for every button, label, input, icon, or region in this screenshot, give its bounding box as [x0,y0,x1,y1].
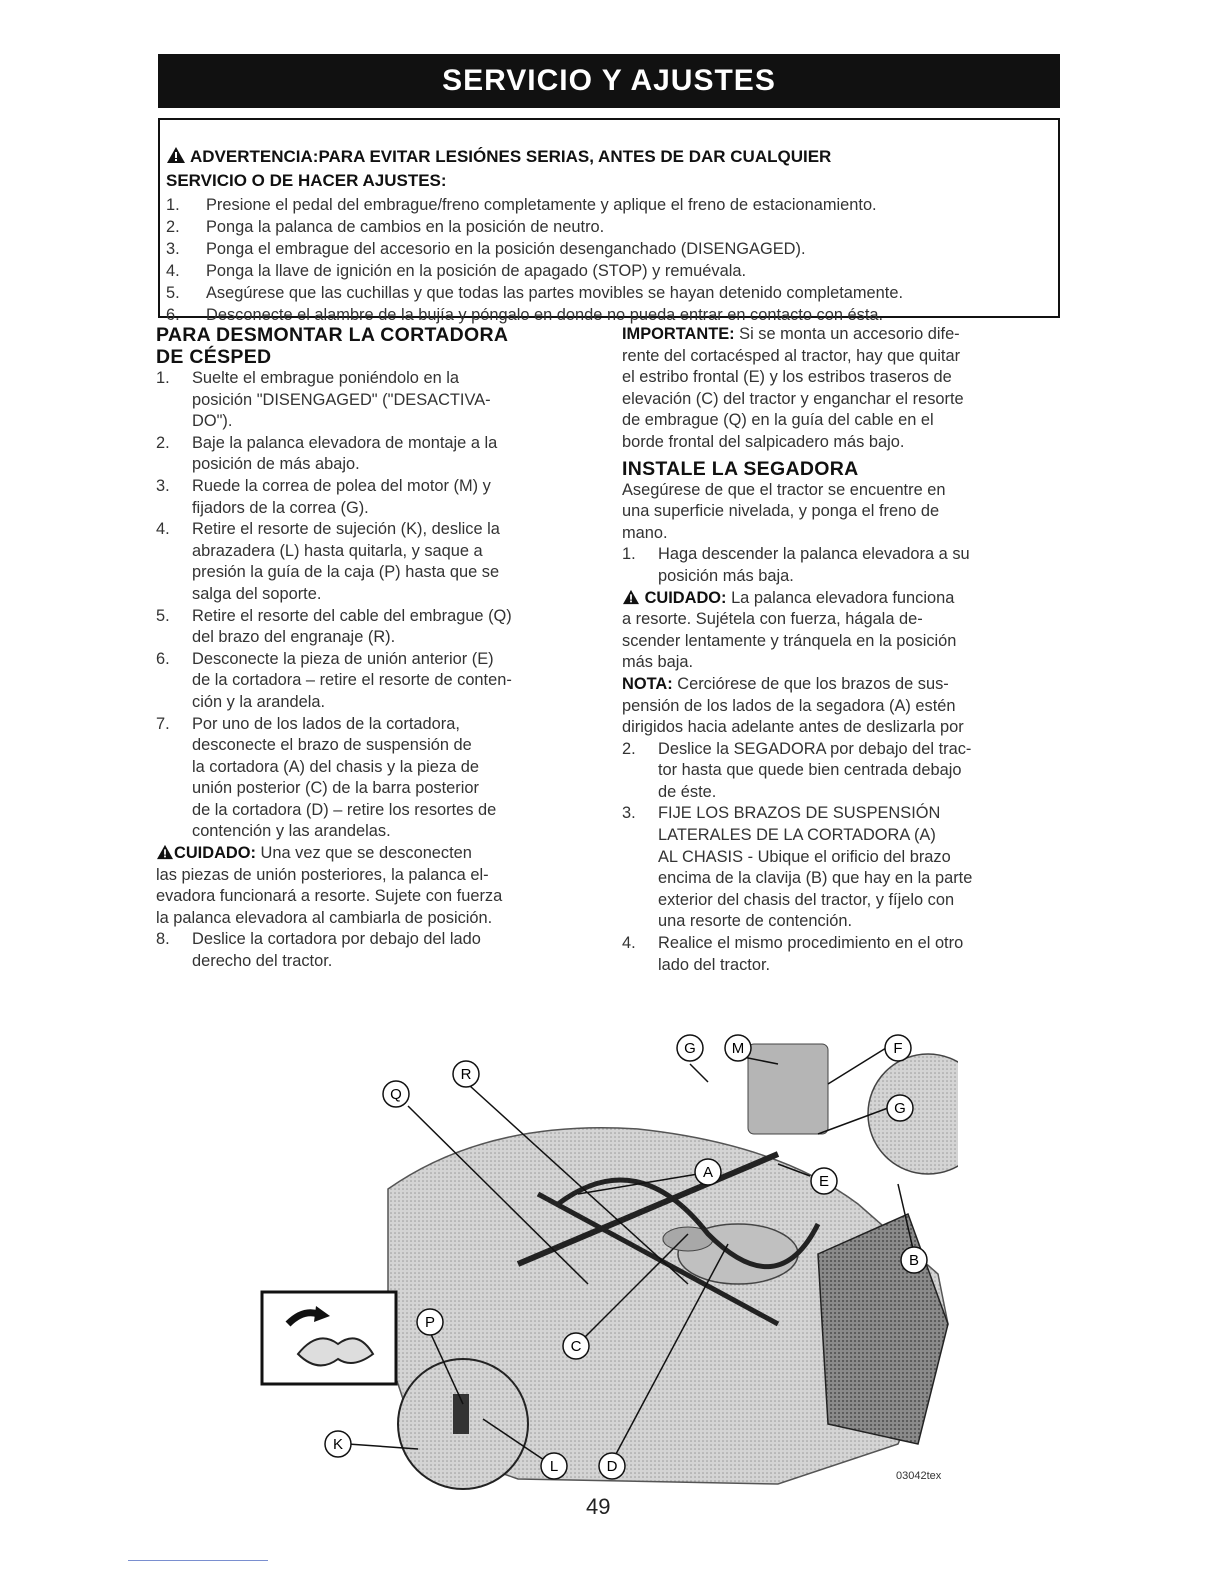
svg-text:P: P [424,1314,436,1331]
caution-icon [156,844,174,862]
step-line: Haga descender la palanca elevadora a su [658,545,970,564]
mower-deck-illustration [258,1024,958,1494]
svg-text:C: C [570,1338,582,1355]
step-line: Retire el resorte de sujeción (K), deslice la [192,520,500,539]
step-text [658,544,1062,587]
step-item [156,433,596,476]
figure-code: 03042tex [896,1470,942,1482]
install-line: mano. [622,523,668,542]
important-line: elevación (C) del tractor y enganchar el resorte [622,389,964,408]
step-line: de la cortadora – retire el resorte de conten- [192,671,512,690]
step-item [156,649,596,714]
desmontar-steps [156,368,596,843]
step-item [156,606,596,649]
svg-text:L: L [549,1458,559,1475]
wing-nut-icon [298,1338,373,1365]
warning-box [158,118,1060,324]
step-item [156,368,596,433]
page-number: 49 [586,1494,611,1519]
nota-line: dirigidos hacia adelante antes de deslizarla por [622,718,964,737]
callout-g-1 [677,1035,703,1061]
caution-line: a resorte. Sujétela con fuerza, hágala de- [622,610,923,629]
section-heading-desmontar [156,324,596,368]
svg-text:A: A [702,1164,714,1181]
step-line: exterior del chasis del tractor, y fíjelo con [658,890,955,909]
step-number: 3. [156,476,170,495]
step-text [192,368,596,433]
important-line: Si se monta un accesorio dife- [734,325,960,343]
callout-a [695,1159,721,1185]
section-heading-instale: INSTALE LA SEGADORA [622,457,859,480]
page-title-banner [158,54,1060,108]
list-item [166,282,1046,304]
step-text [192,606,596,649]
svg-text:D: D [606,1458,618,1475]
heading-line: PARA DESMONTAR LA CORTADORA [156,324,509,346]
svg-text:F: F [893,1040,903,1057]
callout-b [901,1247,927,1273]
step-number: 2. [156,433,170,452]
important-line: de embrague (Q) en la guía del cable en el [622,411,934,430]
step-item [622,739,1062,804]
step-line: contención y las arandelas. [192,822,391,841]
step-number: 7. [156,714,170,733]
step-number: 5. [156,606,170,625]
warning-icon [166,146,186,170]
step-line: posición "DISENGAGED" ("DESACTIVA- [192,390,491,409]
important-line: el estribo frontal (E) y los estribos traseros de [622,368,952,387]
step-line: ción y la arandela. [192,692,326,711]
step-text [192,433,596,476]
step-text [192,929,596,972]
step-number: 3. [622,804,636,823]
step-item [622,803,1062,933]
step-line: fijadors de la correa (G). [192,498,369,517]
item-text: Desconecte el alambre de la bujía y póngalo en donde no pueda entrar en contacto con ésta. [206,306,884,324]
step-number: 8. [156,930,170,949]
list-item [166,238,1046,260]
engine-pulley-bracket [748,1044,828,1134]
install-line: una superficie nivelada, y ponga el freno de [622,502,940,521]
step-line: presión la guía de la caja (P) hasta que se [192,563,500,582]
svg-text:B: B [908,1252,920,1269]
caution-icon [622,589,640,607]
step-line: salga del soporte. [192,584,322,603]
discharge-chute [818,1214,948,1444]
step-text [192,649,596,714]
warning-heading-line1: ADVERTENCIA:PARA EVITAR LESIÓNES SERIAS, ANTES DE DAR CUALQUIER [190,147,832,166]
tractor-wheel [868,1054,958,1174]
step-line: de la cortadora (D) – retire los resortes de [192,800,497,819]
caution-line: evadora funcionará a resorte. Sujete con fuerza [156,887,503,906]
item-text: Asegúrese que las cuchillas y que todas las partes movibles se hayan detenido completamente. [206,284,904,302]
step-line: Retire el resorte del cable del embrague (Q) [192,606,512,625]
step-text [658,803,1062,933]
item-text: Presione el pedal del embrague/freno completamente y aplique el freno de estacionamiento. [206,196,877,214]
step-line: la cortadora (A) del chasis y la pieza de [192,757,479,776]
svg-text:K: K [332,1436,344,1453]
svg-text:E: E [818,1173,830,1190]
callout-k [325,1431,351,1457]
callout-r [453,1061,479,1087]
step-line: derecho del tractor. [192,952,333,971]
item-number: 4. [166,262,180,280]
step-line: Por uno de los lados de la cortadora, [192,714,460,733]
step-line: Realice el mismo procedimiento en el otro [658,934,964,953]
step-item [156,714,596,844]
callout-f [885,1035,911,1061]
callout-m [725,1035,751,1061]
step-line: Ruede la correa de polea del motor (M) y [192,476,491,495]
callout-p [417,1309,443,1335]
callout-g-2 [887,1095,913,1121]
step-line: Deslice la cortadora por debajo del lado [192,930,481,949]
step-number: 1. [156,369,170,387]
footer-rule [128,1560,268,1561]
step-line: LATERALES DE LA CORTADORA (A) [658,826,936,845]
list-item [166,216,1046,238]
step-line: AL CHASIS - Ubique el orificio del brazo [658,847,951,866]
svg-text:R: R [460,1066,472,1083]
svg-text:G: G [894,1100,906,1117]
step-number: 2. [622,739,636,758]
step-line: DO"). [192,412,233,431]
step-line: unión posterior (C) de la barra posterior [192,779,479,798]
step-line: una resorte de contención. [658,912,853,931]
list-item [166,260,1046,282]
nota-label: NOTA: [622,674,673,693]
step-text [192,476,596,519]
step-item [156,519,596,605]
important-paragraph [622,324,1062,454]
inset-box [262,1292,396,1384]
item-number: 6. [166,306,180,324]
list-item [166,194,1046,216]
caution-paragraph-right [622,588,1062,674]
item-number: 1. [166,196,180,214]
caution-label: CUIDADO: [644,588,727,607]
caution-label: CUIDADO: [174,844,256,863]
right-column [622,324,1062,976]
install-intro [622,480,1062,545]
list-item [166,304,1046,326]
item-text: Ponga la llave de ignición en la posición de apagado (STOP) y remuévala. [206,262,747,280]
step-text [192,519,596,605]
nota-paragraph [622,674,1062,739]
callout-c [563,1333,589,1359]
caution-line: la palanca elevadora al cambiarla de posición. [156,908,493,927]
nota-line: Cerciórese de que los brazos de sus- [672,674,949,693]
caution-line: Una vez que se desconecten [255,844,472,863]
warning-list [166,194,1046,326]
step-line: abrazadera (L) hasta quitarla, y saque a [192,541,483,560]
svg-text:Q: Q [390,1086,402,1103]
warning-heading-line2: SERVICIO O DE HACER AJUSTES: [166,171,447,190]
instale-steps [622,739,1062,977]
item-number: 5. [166,284,180,302]
caution-paragraph [156,843,596,929]
step-line: Suelte el embrague poniéndolo en la [192,369,460,387]
step-line: tor hasta que quede bien centrada debajo [658,761,962,780]
step-item [622,933,1062,976]
important-line: rente del cortacésped al tractor, hay que quitar [622,346,961,365]
step-line: Baje la palanca elevadora de montaje a la [192,433,498,452]
item-number: 2. [166,218,180,236]
step-number: 6. [156,649,170,668]
callout-l [541,1453,567,1479]
step-line: Desconecte la pieza de unión anterior (E) [192,649,494,668]
item-text: Ponga el embrague del accesorio en la posición desenganchado (DISENGAGED). [206,240,806,258]
caution-line: scender lentamente y tránquela en la posición [622,631,957,650]
important-line: borde frontal del salpicadero más bajo. [622,432,905,451]
step-item [156,929,596,972]
nota-line: pensión de los lados de la segadora (A) estén [622,696,956,715]
caution-line: las piezas de unión posteriores, la palanca el- [156,865,489,884]
step-number: 1. [622,545,636,564]
page-title: SERVICIO Y AJUSTES [442,64,776,97]
callout-e [811,1168,837,1194]
step-line: del brazo del engranaje (R). [192,628,396,647]
desmontar-step-8 [156,929,596,972]
step-text [192,714,596,844]
svg-text:G: G [684,1040,696,1057]
step-line: FIJE LOS BRAZOS DE SUSPENSIÓN [658,804,941,823]
important-label: IMPORTANTE: [622,325,735,343]
callout-d [599,1453,625,1479]
instale-step-1 [622,544,1062,587]
caution-line: La palanca elevadora funciona [726,588,955,607]
step-line: desconecte el brazo de suspensión de [192,736,472,755]
warning-heading [166,146,1046,192]
item-number: 3. [166,240,180,258]
heading-line: DE CÉSPED [156,346,272,368]
step-item [156,476,596,519]
step-line: lado del tractor. [658,955,771,974]
step-text [658,739,1062,804]
step-item [622,544,1062,587]
step-line: Deslice la SEGADORA por debajo del trac- [658,739,972,758]
step-line: posición de más abajo. [192,455,360,474]
step-line: encima de la clavija (B) que hay en la parte [658,869,973,888]
step-number: 4. [622,934,636,953]
callout-q [383,1081,409,1107]
step-number: 4. [156,520,170,539]
step-text [658,933,1062,976]
caution-line: más baja. [622,653,694,672]
left-column [156,324,596,973]
install-line: Asegúrese de que el tractor se encuentre en [622,480,946,499]
svg-text:M: M [731,1040,745,1057]
step-line: posición más baja. [658,566,794,585]
step-line: de éste. [658,782,717,801]
item-text: Ponga la palanca de cambios en la posición de neutro. [206,218,605,236]
